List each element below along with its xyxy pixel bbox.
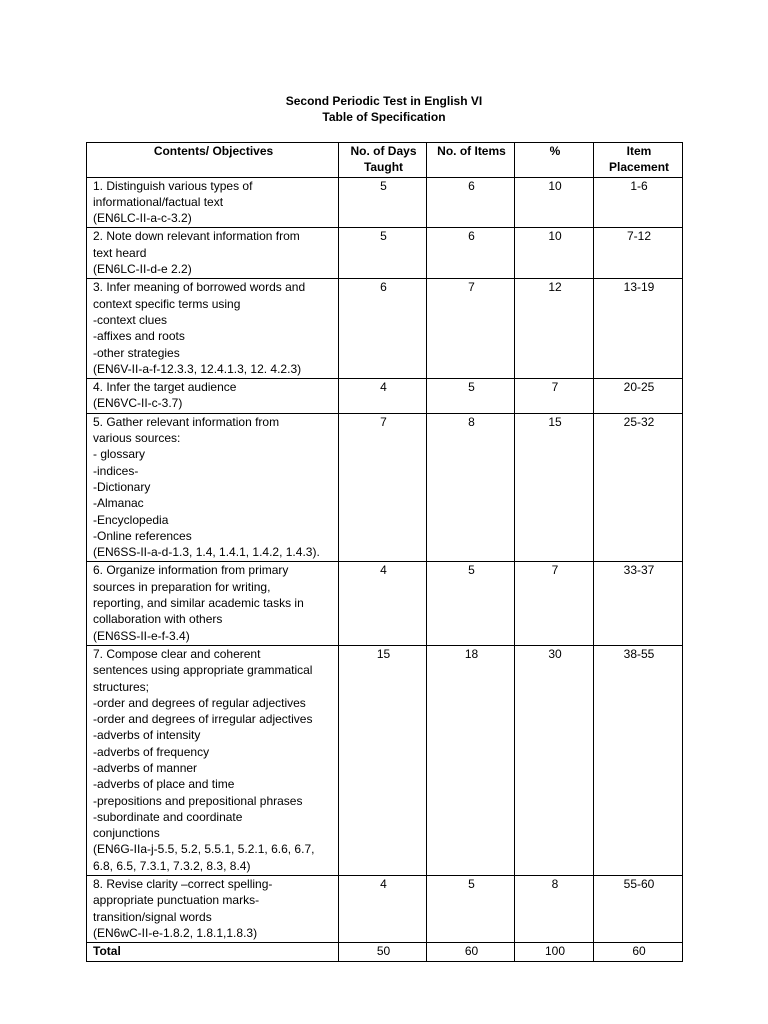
objective-cell (87, 562, 339, 645)
header-percent (515, 143, 594, 178)
item-placement-cell: 25-32 (594, 413, 683, 562)
objective-line: (EN6SS-II-a-d-1.3, 1.4, 1.4.1, 1.4.2, 1.4.3). (93, 545, 320, 560)
objective-line: context specific terms using (93, 296, 241, 311)
percent-cell: 8 (515, 876, 594, 943)
percent-cell: 12 (515, 279, 594, 379)
total-row (87, 943, 683, 961)
table-row (87, 379, 683, 414)
days-taught-cell: 15 (339, 645, 427, 875)
percent-cell: 10 (515, 177, 594, 228)
objective-line: -Encyclopedia (93, 512, 169, 527)
objective-line: -adverbs of frequency (93, 744, 210, 759)
objective-cell (87, 876, 339, 943)
item-placement-cell: 55-60 (594, 876, 683, 943)
table-row (87, 228, 683, 279)
objective-line: 3. Infer meaning of borrowed words and (93, 280, 306, 295)
objective-line: (EN6LC-II-a-c-3.2) (93, 211, 192, 226)
no-of-items-cell: 18 (427, 645, 515, 875)
objective-cell (87, 279, 339, 379)
objective-cell (87, 228, 339, 279)
header-no-of-items (427, 143, 515, 178)
objective-line: -Dictionary (93, 479, 151, 494)
objective-line: various sources: (93, 431, 181, 446)
table-row (87, 413, 683, 562)
objective-line: sources in preparation for writing, (93, 579, 271, 594)
table-row (87, 279, 683, 379)
total-label: Total (87, 943, 339, 961)
table-row (87, 645, 683, 875)
header-days-taught (339, 143, 427, 178)
header-contents-objectives (87, 143, 339, 178)
objective-cell (87, 645, 339, 875)
document-title: Second Periodic Test in English VI (285, 94, 483, 108)
objective-line: -adverbs of manner (93, 760, 198, 775)
header-percent-label: % (549, 144, 561, 158)
table-row (87, 177, 683, 228)
title-block (0, 93, 768, 125)
objective-line: appropriate punctuation marks- (93, 893, 260, 908)
days-taught-cell: 4 (339, 562, 427, 645)
objective-line: 5. Gather relevant information from (93, 414, 280, 429)
objective-line: -Almanac (93, 496, 144, 511)
table-row (87, 562, 683, 645)
objective-line: -context clues (93, 312, 168, 327)
percent-cell: 10 (515, 228, 594, 279)
days-taught-cell: 6 (339, 279, 427, 379)
objective-line: -subordinate and coordinate (93, 809, 243, 824)
percent-cell: 7 (515, 562, 594, 645)
objective-line: collaboration with others (93, 612, 223, 627)
days-taught-cell: 5 (339, 177, 427, 228)
objective-cell (87, 379, 339, 414)
no-of-items-cell: 7 (427, 279, 515, 379)
objective-line: (EN6wC-II-e-1.8.2, 1.8.1,1.8.3) (93, 925, 258, 940)
objective-line: (EN6SS-II-e-f-3.4) (93, 628, 190, 643)
objective-cell (87, 413, 339, 562)
total-days: 50 (339, 943, 427, 961)
header-placement-line1: Item (626, 144, 652, 158)
no-of-items-cell: 6 (427, 177, 515, 228)
objective-line: (EN6VC-II-c-3.7) (93, 396, 183, 411)
days-taught-cell: 5 (339, 228, 427, 279)
no-of-items-cell: 6 (427, 228, 515, 279)
item-placement-cell: 38-55 (594, 645, 683, 875)
days-taught-cell: 4 (339, 876, 427, 943)
objective-line: reporting, and similar academic tasks in (93, 596, 304, 611)
table-header-row (87, 143, 683, 178)
objective-line: (EN6V-II-a-f-12.3.3, 12.4.1.3, 12. 4.2.3) (93, 361, 302, 376)
objective-cell (87, 177, 339, 228)
total-placement: 60 (594, 943, 683, 961)
item-placement-cell: 33-37 (594, 562, 683, 645)
objective-line: 1. Distinguish various types of (93, 178, 253, 193)
objective-line: transition/signal words (93, 909, 212, 924)
days-taught-cell: 7 (339, 413, 427, 562)
objective-line: - glossary (93, 447, 146, 462)
objective-line: 4. Infer the target audience (93, 380, 237, 395)
document-subtitle: Table of Specification (322, 110, 446, 124)
specification-table (86, 142, 683, 962)
objective-line: 6. Organize information from primary (93, 563, 289, 578)
objective-line: conjunctions (93, 826, 160, 841)
no-of-items-cell: 5 (427, 379, 515, 414)
objective-line: -other strategies (93, 345, 180, 360)
objective-line: 2. Note down relevant information from (93, 229, 300, 244)
header-items-label: No. of Items (437, 144, 506, 158)
objective-line: text heard (93, 245, 147, 260)
objective-line: sentences using appropriate grammatical (93, 663, 313, 678)
header-days-line2: Taught (363, 160, 404, 175)
objective-line: 7. Compose clear and coherent (93, 646, 261, 661)
item-placement-cell: 7-12 (594, 228, 683, 279)
objective-line: -prepositions and prepositional phrases (93, 793, 303, 808)
objective-line: structures; (93, 679, 150, 694)
objective-line: informational/factual text (93, 194, 224, 209)
no-of-items-cell: 5 (427, 876, 515, 943)
item-placement-cell: 1-6 (594, 177, 683, 228)
header-placement-line2: Placement (608, 160, 670, 175)
objective-line: -Online references (93, 528, 192, 543)
percent-cell: 15 (515, 413, 594, 562)
objective-line: (EN6LC-II-d-e 2.2) (93, 262, 192, 277)
item-placement-cell: 13-19 (594, 279, 683, 379)
days-taught-cell: 4 (339, 379, 427, 414)
no-of-items-cell: 8 (427, 413, 515, 562)
objective-line: (EN6G-IIa-j-5.5, 5.2, 5.5.1, 5.2.1, 6.6, 6.7, (93, 842, 315, 857)
table-row (87, 876, 683, 943)
header-contents-label: Contents/ Objectives (153, 144, 274, 158)
objective-line: -order and degrees of irregular adjectives (93, 712, 313, 727)
objective-line: -affixes and roots (93, 329, 185, 344)
header-item-placement (594, 143, 683, 178)
percent-cell: 7 (515, 379, 594, 414)
table-body (87, 177, 683, 943)
no-of-items-cell: 5 (427, 562, 515, 645)
total-percent: 100 (515, 943, 594, 961)
item-placement-cell: 20-25 (594, 379, 683, 414)
percent-cell: 30 (515, 645, 594, 875)
objective-line: -order and degrees of regular adjectives (93, 695, 306, 710)
total-items: 60 (427, 943, 515, 961)
objective-line: -adverbs of place and time (93, 777, 235, 792)
objective-line: -indices- (93, 463, 139, 478)
header-days-line1: No. of Days (350, 144, 417, 158)
objective-line: -adverbs of intensity (93, 728, 201, 743)
objective-line: 8. Revise clarity –correct spelling- (93, 877, 273, 892)
objective-line: 6.8, 6.5, 7.3.1, 7.3.2, 8.3, 8.4) (93, 858, 251, 873)
